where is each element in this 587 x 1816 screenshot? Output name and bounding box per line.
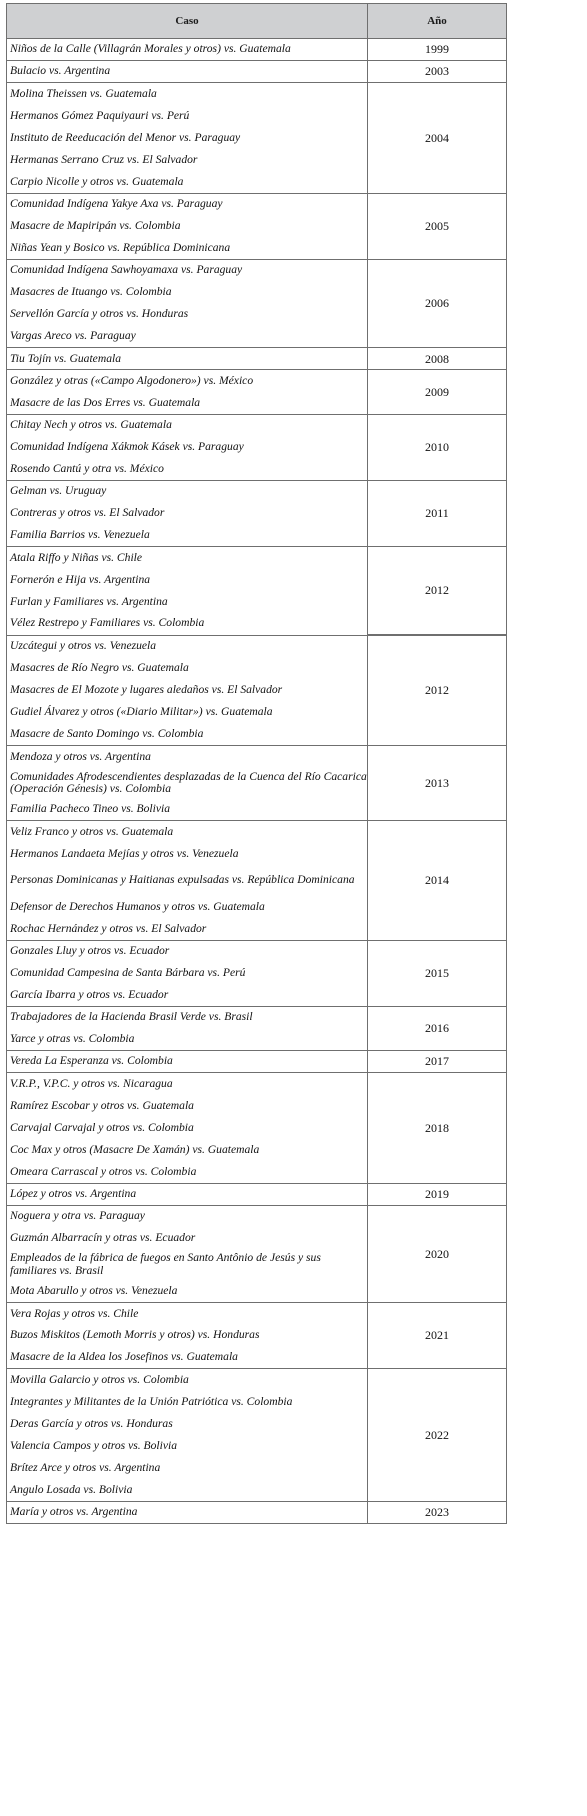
case-cell: Rochac Hernández y otros vs. El Salvador — [7, 918, 368, 940]
year-cell: 2015 — [368, 940, 507, 1006]
cases-table-container — [6, 3, 506, 1524]
case-cell: Coc Max y otros (Masacre De Xamán) vs. Guatemala — [7, 1139, 368, 1161]
case-cell: María y otros vs. Argentina — [7, 1501, 368, 1523]
year-cell: 2017 — [368, 1051, 507, 1073]
case-cell: Contreras y otros vs. El Salvador — [7, 502, 368, 524]
table-row — [7, 547, 507, 569]
year-cell: 2006 — [368, 259, 507, 347]
case-cell: Omeara Carrascal y otros vs. Colombia — [7, 1161, 368, 1183]
case-cell: Ramírez Escobar y otros vs. Guatemala — [7, 1095, 368, 1117]
case-cell: Furlan y Familiares vs. Argentina — [7, 591, 368, 613]
case-cell: Servellón García y otros vs. Honduras — [7, 304, 368, 326]
table-row — [7, 259, 507, 281]
table-row — [7, 1006, 507, 1028]
year-cell: 2013 — [368, 746, 507, 821]
case-cell: Masacre de las Dos Erres vs. Guatemala — [7, 392, 368, 414]
case-cell: Chitay Nech y otros vs. Guatemala — [7, 414, 368, 436]
case-cell: Vélez Restrepo y Familiares vs. Colombia — [7, 613, 368, 635]
table-row — [7, 414, 507, 436]
table-row — [7, 480, 507, 502]
case-cell: Familia Barrios vs. Venezuela — [7, 525, 368, 547]
case-cell: Integrantes y Militantes de la Unión Patriótica vs. Colombia — [7, 1391, 368, 1413]
case-cell: Angulo Losada vs. Bolivia — [7, 1479, 368, 1501]
year-cell: 2014 — [368, 821, 507, 940]
year-cell: 2018 — [368, 1073, 507, 1183]
case-cell: Gelman vs. Uruguay — [7, 480, 368, 502]
header-case: Caso — [7, 4, 368, 39]
case-cell: Masacres de Río Negro vs. Guatemala — [7, 657, 368, 679]
case-cell: Hermanos Landaeta Mejías y otros vs. Venezuela — [7, 843, 368, 865]
case-cell: Brítez Arce y otros vs. Argentina — [7, 1457, 368, 1479]
table-row — [7, 193, 507, 215]
case-cell: Niñas Yean y Bosico vs. República Dominicana — [7, 237, 368, 259]
year-cell: 2010 — [368, 414, 507, 480]
year-cell: 2011 — [368, 480, 507, 546]
case-cell: Niños de la Calle (Villagrán Morales y otros) vs. Guatemala — [7, 39, 368, 61]
table-row — [7, 1051, 507, 1073]
year-cell: 2021 — [368, 1302, 507, 1368]
table-header-row — [7, 4, 507, 39]
year-cell: 2012 — [368, 547, 507, 635]
table-row — [7, 39, 507, 61]
case-cell: Familia Pacheco Tineo vs. Bolivia — [7, 799, 368, 821]
case-cell: Rosendo Cantú y otra vs. México — [7, 458, 368, 480]
case-cell: Carpio Nicolle y otros vs. Guatemala — [7, 171, 368, 193]
case-cell: Carvajal Carvajal y otros vs. Colombia — [7, 1117, 368, 1139]
case-cell: Masacre de Mapiripán vs. Colombia — [7, 215, 368, 237]
year-cell: 2022 — [368, 1369, 507, 1502]
case-cell: Valencia Campos y otros vs. Bolivia — [7, 1435, 368, 1457]
case-cell: Instituto de Reeducación del Menor vs. Paraguay — [7, 127, 368, 149]
case-cell: Gonzales Lluy y otros vs. Ecuador — [7, 940, 368, 962]
table-row — [7, 940, 507, 962]
case-cell: Atala Riffo y Niñas vs. Chile — [7, 547, 368, 569]
table-row — [7, 348, 507, 370]
case-cell: Empleados de la fábrica de fuegos en Santo Antônio de Jesús y sus familiares vs. Brasil — [7, 1249, 368, 1280]
case-cell: Comunidad Indígena Xákmok Kásek vs. Paraguay — [7, 436, 368, 458]
table-body — [7, 39, 507, 1524]
year-cell: 2016 — [368, 1006, 507, 1050]
year-cell: 2019 — [368, 1183, 507, 1205]
case-cell: Comunidad Campesina de Santa Bárbara vs. Perú — [7, 962, 368, 984]
case-cell: Defensor de Derechos Humanos y otros vs. Guatemala — [7, 896, 368, 918]
case-cell: V.R.P., V.P.C. y otros vs. Nicaragua — [7, 1073, 368, 1095]
case-cell: Fornerón e Hija vs. Argentina — [7, 569, 368, 591]
case-cell: Veliz Franco y otros vs. Guatemala — [7, 821, 368, 843]
case-cell: García Ibarra y otros vs. Ecuador — [7, 984, 368, 1006]
header-year: Año — [368, 4, 507, 39]
year-cell: 2008 — [368, 348, 507, 370]
year-cell: 2020 — [368, 1205, 507, 1302]
year-cell: 2004 — [368, 83, 507, 193]
case-cell: Vera Rojas y otros vs. Chile — [7, 1302, 368, 1324]
case-cell: López y otros vs. Argentina — [7, 1183, 368, 1205]
case-cell: Noguera y otra vs. Paraguay — [7, 1205, 368, 1227]
case-cell: Hermanos Gómez Paquiyauri vs. Perú — [7, 105, 368, 127]
case-cell: Trabajadores de la Hacienda Brasil Verde vs. Brasil — [7, 1006, 368, 1028]
case-cell: Masacre de la Aldea los Josefinos vs. Guatemala — [7, 1347, 368, 1369]
case-cell: Yarce y otras vs. Colombia — [7, 1028, 368, 1050]
case-cell: Guzmán Albarracín y otras vs. Ecuador — [7, 1227, 368, 1249]
case-cell: Buzos Miskitos (Lemoth Morris y otros) vs. Honduras — [7, 1325, 368, 1347]
case-cell: Masacres de Ituango vs. Colombia — [7, 282, 368, 304]
case-cell: Hermanas Serrano Cruz vs. El Salvador — [7, 149, 368, 171]
table-row — [7, 83, 507, 105]
case-cell: Masacre de Santo Domingo vs. Colombia — [7, 723, 368, 745]
year-cell: 2005 — [368, 193, 507, 259]
table-row — [7, 1302, 507, 1324]
case-cell: Comunidad Indígena Yakye Axa vs. Paraguay — [7, 193, 368, 215]
case-cell: Deras García y otros vs. Honduras — [7, 1413, 368, 1435]
case-cell: Vargas Areco vs. Paraguay — [7, 326, 368, 348]
case-cell: Comunidad Indígena Sawhoyamaxa vs. Paraguay — [7, 259, 368, 281]
table-row — [7, 1501, 507, 1523]
year-cell: 2003 — [368, 61, 507, 83]
table-row — [7, 1073, 507, 1095]
case-cell: Gudiel Álvarez y otros («Diario Militar») vs. Guatemala — [7, 701, 368, 723]
case-cell: Vereda La Esperanza vs. Colombia — [7, 1051, 368, 1073]
case-cell: González y otras («Campo Algodonero») vs. México — [7, 370, 368, 392]
year-cell: 1999 — [368, 39, 507, 61]
case-cell: Masacres de El Mozote y lugares aledaños vs. El Salvador — [7, 679, 368, 701]
year-cell: 2023 — [368, 1501, 507, 1523]
table-row — [7, 1205, 507, 1227]
table-row — [7, 1183, 507, 1205]
case-cell: Movilla Galarcio y otros vs. Colombia — [7, 1369, 368, 1391]
table-row — [7, 746, 507, 768]
year-cell: 2009 — [368, 370, 507, 414]
case-cell: Personas Dominicanas y Haitianas expulsadas vs. República Dominicana — [7, 865, 368, 896]
table-row — [7, 635, 507, 657]
table-row — [7, 1369, 507, 1391]
case-cell: Mota Abarullo y otros vs. Venezuela — [7, 1280, 368, 1302]
case-cell: Uzcátegui y otros vs. Venezuela — [7, 635, 368, 657]
case-cell: Tiu Tojín vs. Guatemala — [7, 348, 368, 370]
table-row — [7, 61, 507, 83]
case-cell: Comunidades Afrodescendientes desplazadas de la Cuenca del Río Cacarica (Operación Génesis) vs. Colombia — [7, 768, 368, 799]
case-cell: Mendoza y otros vs. Argentina — [7, 746, 368, 768]
case-cell: Molina Theissen vs. Guatemala — [7, 83, 368, 105]
case-cell: Bulacio vs. Argentina — [7, 61, 368, 83]
table-row — [7, 370, 507, 392]
year-cell: 2012 — [368, 635, 507, 745]
table-row — [7, 821, 507, 843]
cases-table — [6, 3, 507, 1524]
